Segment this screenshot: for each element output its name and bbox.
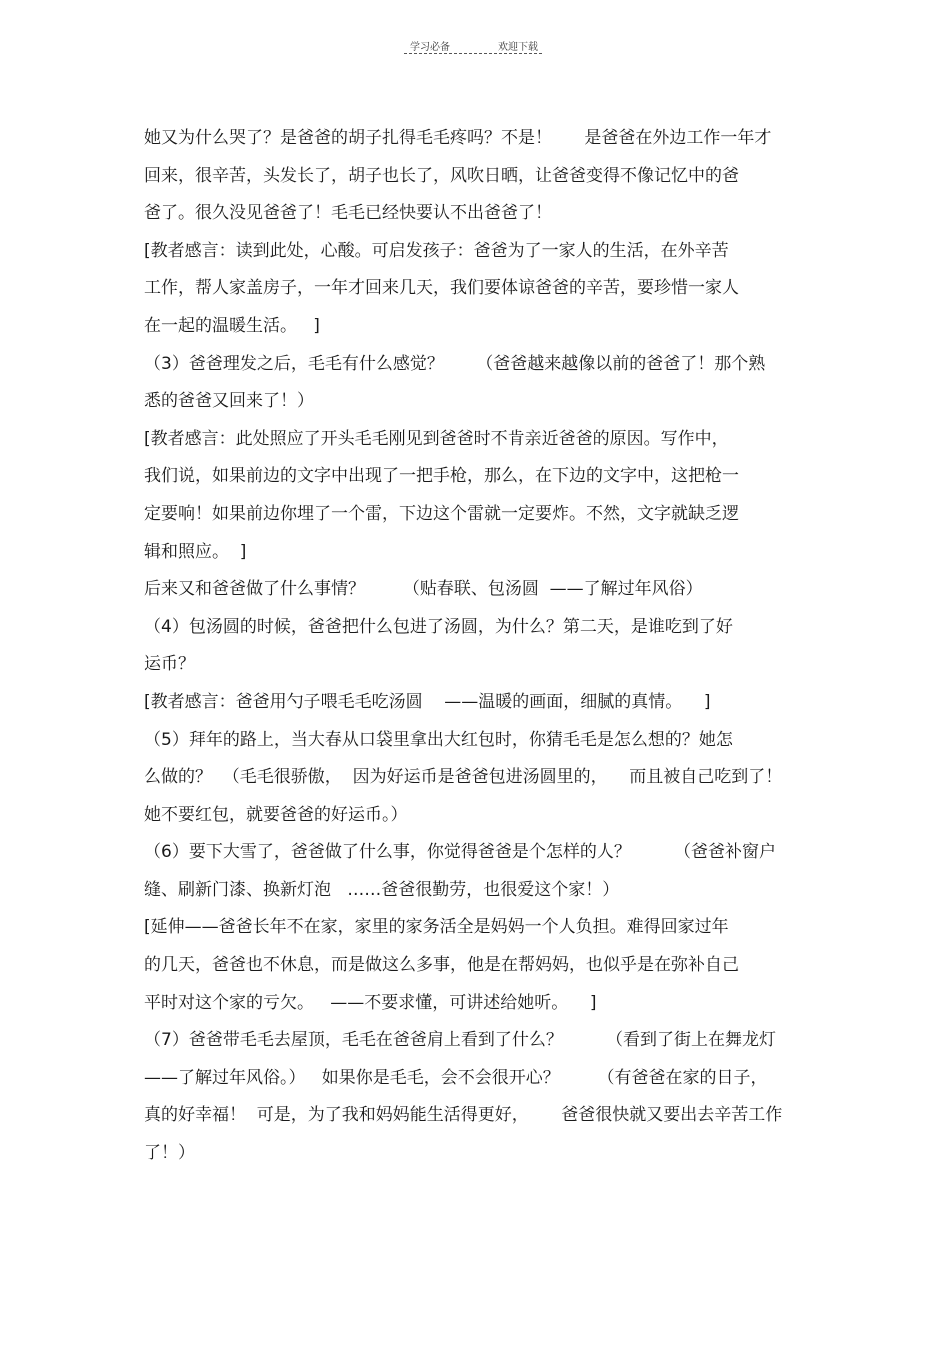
text-line: 爸了。很久没见爸爸了！毛毛已经快要认不出爸爸了！: [144, 203, 552, 224]
text-line: [延伸——爸爸长年不在家，家里的家务活全是妈妈一个人负担。难得回家过年: [144, 917, 729, 938]
text-line: 了！）: [144, 1143, 195, 1164]
text-line: 的几天，爸爸也不休息，而是做这么多事，他是在帮妈妈，也似乎是在弥补自己: [144, 955, 739, 976]
text-line: [教者感言：读到此处，心酸。可启发孩子：爸爸为了一家人的生活，在外辛苦: [144, 240, 729, 261]
text-line: 么做的？ （毛毛很骄傲， 因为好运币是爸爸包进汤圆里的， 而且被自己吃到了！: [144, 767, 783, 788]
text-line: 我们说，如果前边的文字中出现了一把手枪，那么，在下边的文字中，这把枪一: [144, 466, 739, 487]
text-line: 真的好幸福！ 可是，为了我和妈妈能生活得更好， 爸爸很快就又要出去辛苦工作: [144, 1105, 783, 1126]
text-line: ——了解过年风俗。） 如果你是毛毛，会不会很开心？ （有爸爸在家的日子，: [144, 1067, 768, 1088]
text-line: （3）爸爸理发之后，毛毛有什么感觉？ （爸爸越来越像以前的爸爸了！那个熟: [144, 353, 766, 374]
text-line: 她又为什么哭了？是爸爸的胡子扎得毛毛疼吗？不是！ 是爸爸在外边工作一年才: [144, 128, 772, 148]
text-line: 运币？: [144, 654, 195, 675]
text-line: （6）要下大雪了，爸爸做了什么事，你觉得爸爸是个怎样的人？ （爸爸补窗户: [144, 842, 777, 863]
header-right-text: 欢迎下载: [498, 42, 538, 53]
text-line: 缝、刷新门漆、换新灯泡 ……爸爸很勤劳，也很爱这个家！）: [144, 879, 620, 900]
text-line: （5）拜年的路上，当大春从口袋里拿出大红包时，你猜毛毛是怎么想的？她怎: [144, 729, 733, 750]
text-line: [教者感言：爸爸用勺子喂毛毛吃汤圆 ——温暖的画面，细腻的真情。 ]: [144, 691, 711, 712]
text-line: 平时对这个家的亏欠。 ——不要求懂，可讲述给她听。 ]: [144, 992, 597, 1013]
text-line: 辑和照应。 ]: [144, 541, 247, 562]
text-line: 工作，帮人家盖房子，一年才回来几天，我们要体谅爸爸的辛苦，要珍惜一家人: [144, 278, 739, 299]
text-line: [教者感言：此处照应了开头毛毛刚见到爸爸时不肯亲近爸爸的原因。写作中，: [144, 428, 729, 449]
header-dashed-rule: [404, 53, 542, 54]
text-line: 在一起的温暖生活。 ]: [144, 315, 320, 336]
document-body: [144, 120, 804, 1173]
text-line: （4）包汤圆的时候，爸爸把什么包进了汤圆，为什么？第二天，是谁吃到了好: [144, 616, 733, 637]
text-line: 她不要红包，就要爸爸的好运币。）: [144, 804, 408, 825]
text-line: 定要响！如果前边你埋了一个雷，下边这个雷就一定要炸。不然，文字就缺乏逻: [144, 503, 739, 524]
header-left-text: 学习必备: [410, 42, 450, 53]
text-line: 回来，很辛苦，头发长了，胡子也长了，风吹日晒，让爸爸变得不像记忆中的爸: [144, 165, 739, 186]
text-line: （7）爸爸带毛毛去屋顶，毛毛在爸爸肩上看到了什么？ （看到了街上在舞龙灯: [144, 1030, 777, 1051]
text-line: 悉的爸爸又回来了！）: [144, 391, 314, 412]
text-line: 后来又和爸爸做了什么事情？ （贴春联、包汤圆 ——了解过年风俗）: [144, 579, 703, 600]
